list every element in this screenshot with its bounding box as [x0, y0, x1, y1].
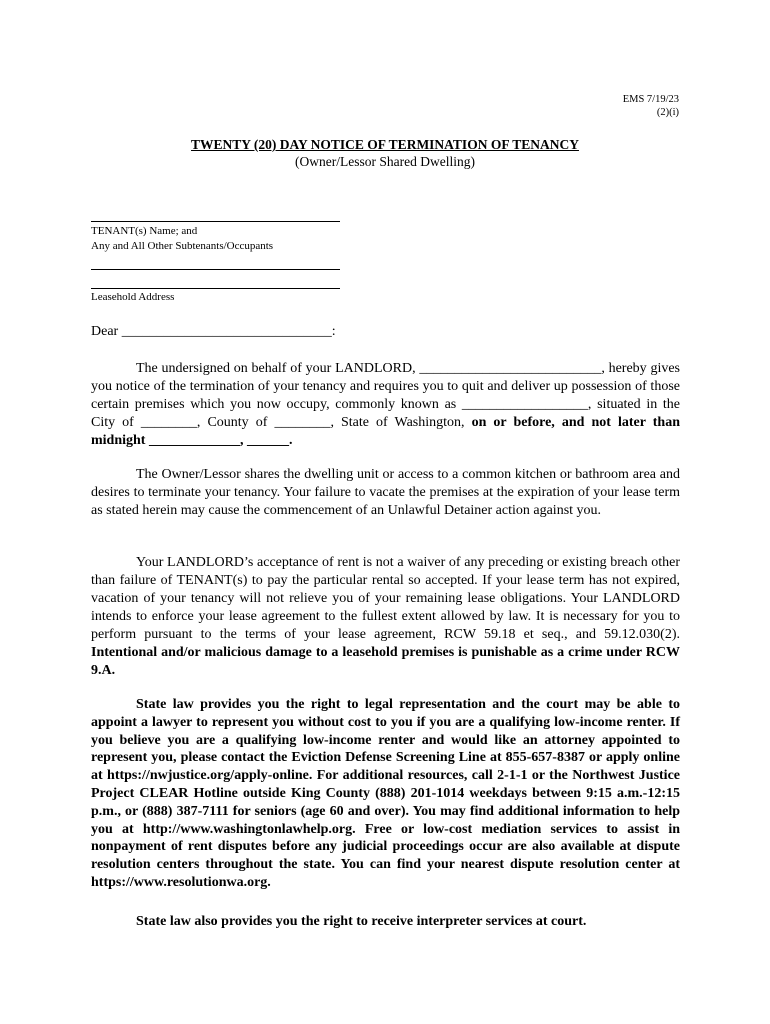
paragraph-rent-acceptance-warning: Intentional and/or malicious damage to a leasehold premises is punishable as a crime under RCW 9.A. — [91, 645, 680, 678]
tenant-label-1: TENANT(s) Name; and — [91, 225, 198, 237]
paragraph-rent-acceptance-text: Your LANDLORD’s acceptance of rent is not a waiver of any preceding or existing breach other than failure of TENANT(s) to pay the particular rental so accepted. If your lease term has not expired, vacation of your tenancy will not relieve you of your remaining lease obligations. Your LANDLORD intends to enforce your lease agreement to the fullest extent allowed by law. It is necessary for you to perform pursuant to the terms of your lease agreement, RCW 59.18 et seq., and 59.12.030(2). — [91, 555, 680, 642]
form-code-line-1: EMS 7/19/23 — [622, 94, 679, 105]
document-subtitle: (Owner/Lessor Shared Dwelling) — [295, 154, 475, 169]
leasehold-address-line-1 — [91, 269, 340, 270]
paragraph-termination-deadline: on or before, and not later than midnight _____________, ______. — [91, 415, 680, 448]
paragraph-interpreter-services: State law also provides you the right to receive interpreter services at court. — [136, 914, 587, 929]
title-block — [0, 136, 770, 170]
paragraph-legal-representation: State law provides you the right to legal representation and the court may be able to appoint a lawyer to represent you without cost to you if you are a qualifying low-income renter. If you believe you are a qualifying low-income renter and would like an attorney appointed to represent you, please contact the Eviction Defense Screening Line at 855-657-8387 or apply online at https://nwjustice.org/apply-online. For additional resources, call 2-1-1 or the Northwest Justice Project CLEAR Hotline outside King County (888) 201-1014 weekdays between 9:15 a.m.-12:15 p.m., or (888) 387-7111 for seniors (age 60 and over). You may find additional information to help you at http://www.washingtonlawhelp.org. Free or low-cost mediation services to assist in nonpayment of rent disputes before any judicial proceedings occur are also available at dispute resolution centers throughout the state. You can find your nearest dispute resolution center at https://www.resolutionwa.org. — [91, 697, 680, 890]
paragraph-shared-dwelling: The Owner/Lessor shares the dwelling unit or access to a common kitchen or bathroom area and desires to terminate your tenancy. Your failure to vacate the premises at the expiration of your lease term as stated herein may cause the commencement of an Unlawful Detainer action against you. — [91, 467, 680, 518]
paragraph-termination — [91, 360, 680, 450]
tenant-label-2: Any and All Other Subtenants/Occupants — [91, 240, 274, 252]
salutation: Dear ______________________________: — [91, 324, 336, 339]
tenant-name-line — [91, 221, 340, 222]
document-title: TWENTY (20) DAY NOTICE OF TERMINATION OF TENANCY — [191, 137, 579, 152]
paragraph-termination-text: The undersigned on behalf of your LANDLORD, __________________________, hereby gives you notice of the termination of your tenancy and requires you to quit and deliver up possession of those certain premises which you now occupy, commonly known as __________________, situated in the City of ________, County of ________, State of Washington, — [91, 361, 680, 430]
form-code — [623, 93, 679, 119]
leasehold-address-label: Leasehold Address — [91, 291, 175, 303]
paragraph-rent-acceptance — [91, 554, 680, 680]
form-code-line-2: (2)(i) — [656, 107, 679, 118]
leasehold-address-line-2 — [91, 288, 340, 289]
